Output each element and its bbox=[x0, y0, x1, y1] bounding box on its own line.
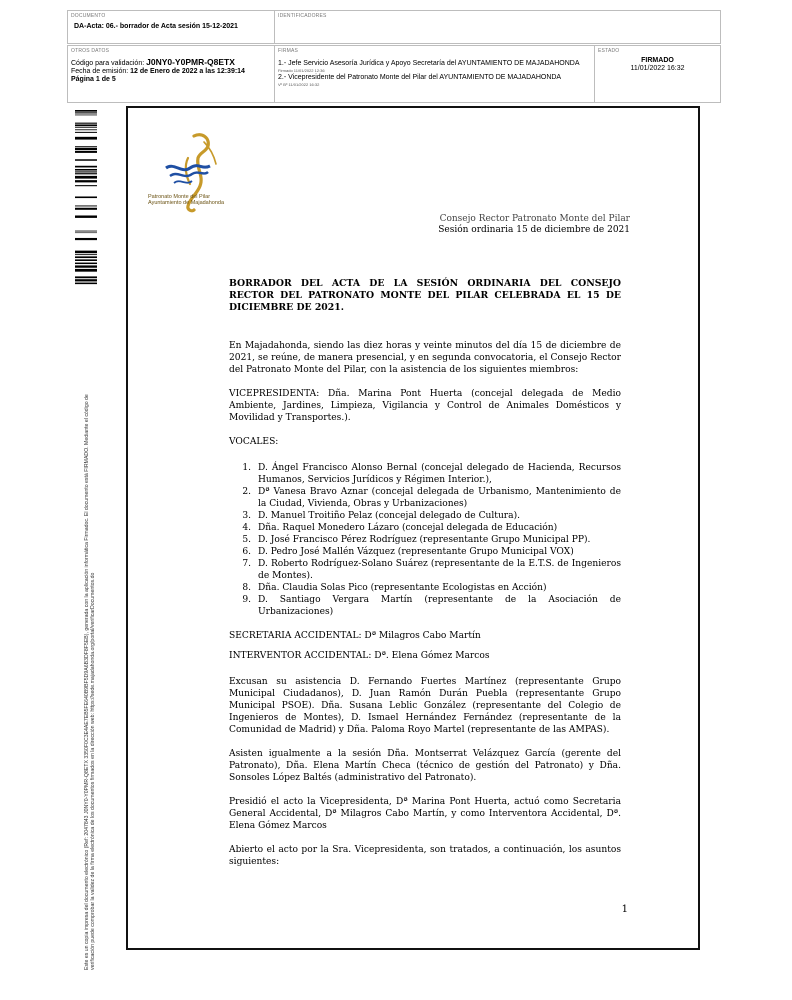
barcode-bar bbox=[75, 146, 97, 147]
list-item-text: Dª Vanesa Bravo Aznar (concejal delegada de Urbanismo, Mantenimiento de la Ciudad, Vivienda, Obras y Urbanizaciones) bbox=[258, 487, 621, 509]
fecha-value: 12 de Enero de 2022 a las 12:39:14 bbox=[130, 68, 245, 75]
list-item-text: D. Pedro José Mallén Vázquez (representante Grupo Municipal VOX) bbox=[258, 547, 574, 557]
firmas-label: FIRMAS bbox=[278, 48, 299, 54]
barcode-bar bbox=[75, 159, 97, 161]
abierto-paragraph: Abierto el acto por la Sra. Vicepresidenta, son tratados, a continuación, los asuntos siguientes: bbox=[229, 845, 621, 867]
list-item bbox=[229, 486, 621, 510]
estado-date: 11/01/2022 16:32 bbox=[630, 65, 685, 72]
page-title: BORRADOR DEL ACTA DE LA SESIÓN ORDINARIA DEL CONSEJO RECTOR DEL PATRONATO MONTE DEL PILAR CELEBRADA EL 15 DE DICIEMBRE DE 2021. bbox=[229, 278, 621, 313]
barcode-bar bbox=[75, 123, 97, 124]
side-text-line-2: verificación puede comprobar la validez de la firma electrónica de los documentos firmados en la dirección web: https://sede.majadahonda.org/portal/verificarDocumentos.do bbox=[90, 572, 96, 970]
estado-value: FIRMADO bbox=[641, 57, 674, 64]
list-item-text: D. José Francisco Pérez Rodríguez (representante Grupo Municipal PP). bbox=[258, 535, 591, 545]
list-item-number: 3. bbox=[242, 511, 251, 521]
barcode-bar bbox=[75, 232, 97, 233]
barcode-bar bbox=[75, 269, 97, 272]
documento-value: DA-Acta: 06.- borrador de Acta sesión 15-12-2021 bbox=[74, 23, 238, 30]
list-item-number: 7. bbox=[242, 559, 251, 569]
barcode bbox=[75, 110, 97, 285]
otros-datos-label: OTROS DATOS bbox=[71, 48, 110, 54]
barcode-bar bbox=[75, 251, 97, 254]
barcode-bar bbox=[75, 205, 97, 206]
barcode-bar bbox=[75, 215, 97, 217]
documento-label: DOCUMENTO bbox=[71, 13, 106, 19]
meeting-header bbox=[438, 214, 630, 236]
barcode-bar bbox=[75, 112, 97, 113]
page-number: 1 bbox=[621, 904, 628, 915]
barcode-bar bbox=[75, 279, 97, 281]
barcode-bar bbox=[75, 127, 97, 128]
identificadores-label: IDENTIFICADORES bbox=[278, 13, 327, 19]
documento-cell bbox=[68, 11, 274, 43]
header-row-document bbox=[67, 10, 721, 44]
barcode-bar bbox=[75, 208, 97, 210]
estado-cell bbox=[594, 46, 720, 102]
list-item-text: D. Ángel Francisco Alonso Bernal (concejal delegado de Hacienda, Recursos Humanos, Servicios Jurídicos y Régimen Interior.), bbox=[258, 463, 621, 485]
codigo-value: J0NY0-Y0PMR-Q8ETX bbox=[146, 57, 235, 67]
barcode-bar bbox=[75, 110, 97, 112]
list-item-number: 5. bbox=[242, 535, 251, 545]
list-item bbox=[229, 582, 621, 594]
asisten-paragraph: Asisten igualmente a la sesión Dña. Montserrat Velázquez García (gerente del Patronato), Dña. Elena Martín Checa (técnico de gestión del Patronato) y Dña. Sonsoles López Baltés (administrativo del Patronato). bbox=[229, 749, 621, 783]
presidio-paragraph: Presidió el acto la Vicepresidenta, Dª Marina Pont Huerta, actuó como Secretaria General Accidental, Dª Milagros Cabo Martín, y como Interventora Accidental, Dª. Elena Gómez Marcos bbox=[229, 797, 621, 831]
barcode-bar bbox=[75, 231, 97, 232]
side-text-line-1: Este es un copia impresa del documento electrónico (Ref: 2047843 J0NY0-Y0PMR-Q8ETX 3350F0C3E4AE7EB5FE640B9BF5D9A6B3DF8F5EB), generada con la aplicación informática Firmadoc. El documento está FIRMADO. Mediante el código de bbox=[84, 394, 90, 970]
identificadores-cell bbox=[274, 11, 720, 43]
barcode-bar bbox=[75, 132, 97, 133]
header-row-details bbox=[67, 45, 721, 103]
barcode-bar bbox=[75, 137, 97, 140]
barcode-bar bbox=[75, 180, 97, 182]
vicepresidenta-paragraph: VICEPRESIDENTA: Dña. Marina Pont Huerta (concejal delegada de Medio Ambiente, Jardines, Limpieza, Vigilancia y Control de Animales Domésticos y Movilidad y Transportes.). bbox=[229, 389, 621, 423]
barcode-bar bbox=[75, 124, 97, 126]
barcode-bar bbox=[75, 151, 97, 153]
barcode-bar bbox=[75, 171, 97, 172]
intro-paragraph: En Majadahonda, siendo las diez horas y veinte minutos del día 15 de diciembre de 2021, se reúne, de manera presencial, y en segunda convocatoria, el Consejo Rector del Patronato Monte del Pilar, con la asistencia de los siguientes miembros: bbox=[229, 341, 621, 375]
barcode-bar bbox=[75, 254, 97, 255]
list-item bbox=[229, 510, 621, 522]
list-item-text: D. Manuel Troitiño Pelaz (concejal delegado de Cultura). bbox=[258, 511, 521, 521]
barcode-bar bbox=[75, 185, 97, 186]
barcode-bar bbox=[75, 115, 97, 116]
vocales-list bbox=[229, 462, 621, 618]
logo-text-line-2: Ayuntamiento de Majadahonda bbox=[148, 200, 225, 206]
list-item-text: Dña. Claudia Solas Pico (representante Ecologistas en Acción) bbox=[258, 583, 547, 593]
barcode-bar bbox=[75, 129, 97, 130]
list-item-text: Dña. Raquel Monedero Lázaro (concejal delegada de Educación) bbox=[258, 523, 558, 533]
barcode-bar bbox=[75, 265, 97, 267]
list-item bbox=[229, 558, 621, 582]
document-body bbox=[229, 278, 621, 880]
list-item bbox=[229, 546, 621, 558]
logo-text-line-1: Patronato Monte del Pilar bbox=[148, 194, 211, 200]
barcode-bar bbox=[75, 283, 97, 285]
barcode-bar bbox=[75, 176, 97, 179]
interventor-line: INTERVENTOR ACCIDENTAL: Dª. Elena Gómez Marcos bbox=[229, 651, 490, 661]
fecha-prefix: Fecha de emisión: bbox=[71, 68, 131, 75]
pagina-count: Página 1 de 5 bbox=[71, 76, 116, 83]
firmas-cell bbox=[274, 46, 594, 102]
firma-1: 1.- Jefe Servicio Asesoría Jurídica y Apoyo Secretaría del AYUNTAMIENTO DE MAJADAHONDA bbox=[278, 60, 580, 67]
list-item-number: 9. bbox=[242, 595, 251, 605]
excusan-paragraph: Excusan su asistencia D. Fernando Fuertes Martínez (representante Grupo Municipal Ciudadanos), D. Juan Ramón Durán Puebla (representante Grupo Municipal PSOE). Dña. Susana Leblic González (representante del Colegio de Ingenieros de Montes), D. Ismael Hernández Fernández (representante de la Comunidad de Madrid) y Dña. Paloma Royo Martel (representante de las AMPAS). bbox=[229, 677, 621, 735]
side-verification-text bbox=[84, 290, 94, 970]
barcode-bar bbox=[75, 148, 97, 151]
barcode-bar bbox=[75, 238, 97, 240]
list-item-number: 1. bbox=[242, 463, 251, 473]
list-item-number: 4. bbox=[242, 523, 251, 533]
list-item bbox=[229, 462, 621, 486]
barcode-bar bbox=[75, 169, 97, 171]
list-item-text: D. Roberto Rodríguez-Solano Suárez (representante de la E.T.S. de Ingenieros de Montes). bbox=[258, 559, 621, 581]
list-item bbox=[229, 534, 621, 546]
meeting-line-2: Sesión ordinaria 15 de diciembre de 2021 bbox=[438, 225, 630, 235]
secretaria-line: SECRETARIA ACCIDENTAL: Dª Milagros Cabo Martín bbox=[229, 631, 481, 641]
vocales-label: VOCALES: bbox=[229, 437, 279, 447]
list-item-number: 2. bbox=[242, 487, 251, 497]
list-item bbox=[229, 522, 621, 534]
codigo-validacion bbox=[71, 58, 271, 68]
list-item bbox=[229, 594, 621, 618]
firma-2: 2.- Vicepresidente del Patronato Monte del Pilar del AYUNTAMIENTO DE MAJADAHONDA bbox=[278, 74, 562, 81]
barcode-bar bbox=[75, 259, 97, 261]
logo-text bbox=[148, 194, 224, 206]
list-item-text: D. Santiago Vergara Martín (representante de la Asociación de Urbanizaciones) bbox=[258, 595, 621, 617]
firma-1-date: Firmado 11/01/2022 12:36 bbox=[278, 68, 325, 73]
otros-datos-cell bbox=[68, 46, 274, 102]
codigo-prefix: Código para validación: bbox=[71, 60, 147, 67]
list-item-number: 6. bbox=[242, 547, 251, 557]
barcode-bar bbox=[75, 173, 97, 174]
firma-2-date: Vº Bº 11/01/2022 16:32 bbox=[278, 82, 320, 87]
fecha-emision bbox=[71, 68, 271, 76]
barcode-bar bbox=[75, 276, 97, 278]
document-page bbox=[126, 106, 700, 950]
estado-label: ESTADO bbox=[598, 48, 620, 54]
barcode-bar bbox=[75, 256, 97, 258]
barcode-bar bbox=[75, 263, 97, 265]
barcode-bar bbox=[75, 166, 97, 168]
meeting-line-1: Consejo Rector Patronato Monte del Pilar bbox=[439, 214, 630, 224]
list-item-number: 8. bbox=[242, 583, 251, 593]
barcode-bar bbox=[75, 196, 97, 198]
